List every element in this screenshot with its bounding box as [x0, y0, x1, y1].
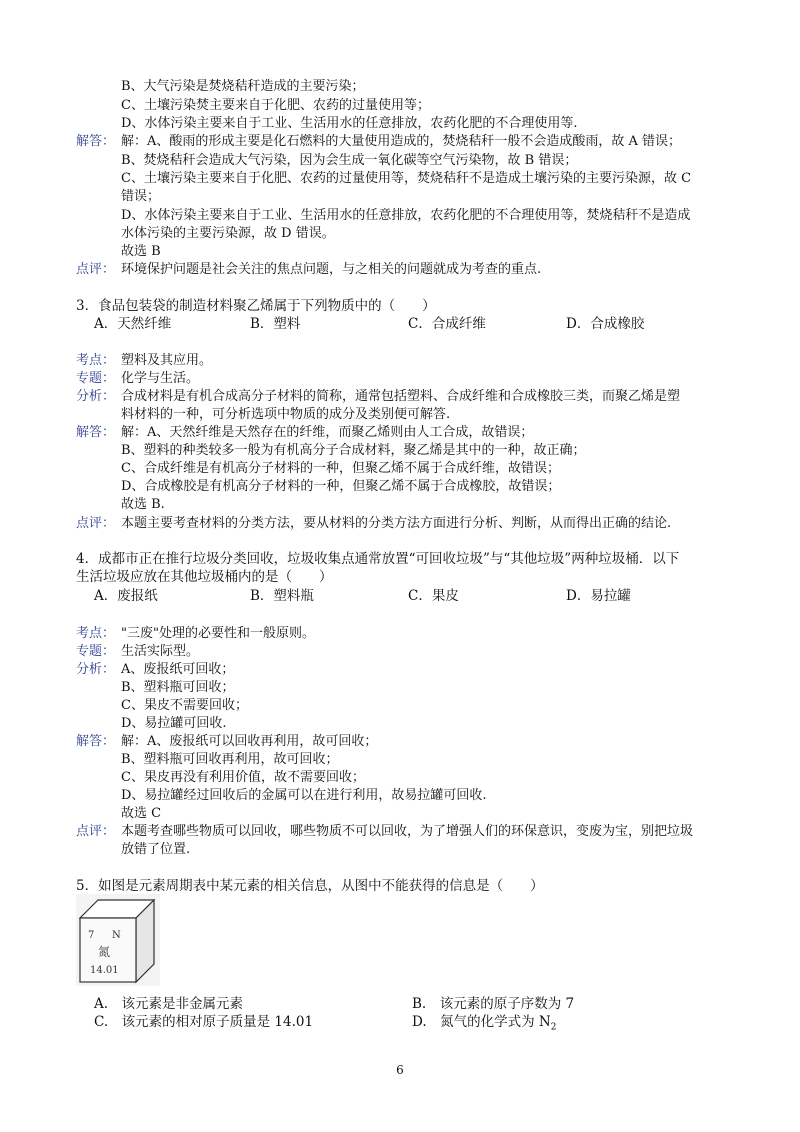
q3-option-b: B．塑料: [250, 316, 301, 332]
q2-dianping: 环境保护问题是社会关注的焦点问题，与之相关的问题就成为考查的重点.: [121, 262, 542, 277]
q4-option-c: C．果皮: [408, 588, 459, 604]
q2-option-b: B、大气污染是焚烧秸秆造成的主要污染；: [121, 79, 365, 94]
q4-answer: 故选 C: [121, 806, 162, 821]
element-cube-drawing: [76, 894, 160, 986]
q4-option-d: D．易拉罐: [566, 588, 631, 604]
q4-fenxi-line: D、易拉罐可回收.: [121, 716, 227, 731]
q2-dianping-label: 点评：: [76, 262, 116, 277]
q3-kaodian: 塑料及其应用。: [121, 353, 213, 368]
q3-dianping-label: 点评：: [76, 516, 116, 531]
q3-zhuanti: 化学与生活。: [121, 371, 200, 386]
q5-option-c: C. 该元素的相对原子质量是 14.01: [94, 1014, 314, 1030]
q3-jieda-line: C、合成纤维是有机高分子材料的一种，但聚乙烯不属于合成纤维，故错误；: [121, 461, 560, 476]
q2-answer: 故选 B: [121, 244, 161, 259]
page-number: 6: [396, 1063, 404, 1077]
q4-question-line: 4．成都市正在推行垃圾分类回收，垃圾收集点通常放置“可回收垃圾”与“其他垃圾”两种垃圾桶．以下: [76, 551, 680, 567]
q2-option-c: C、土壤污染焚主要来自于化肥、农药的过量使用等；: [121, 98, 430, 113]
q3-answer: 故选 B.: [121, 497, 165, 512]
q3-question: 3．食品包装袋的制造材料聚乙烯属于下列物质中的（ ）: [76, 298, 436, 314]
q4-jieda-line: 解：A、废报纸可以回收再利用，故可回收；: [121, 734, 378, 749]
q4-question-line: 生活垃圾应放在其他垃圾桶内的是（ ）: [76, 569, 333, 585]
q4-fenxi-line: A、废报纸可回收；: [121, 662, 235, 677]
q2-jieda-line: 解：A、酸雨的形成主要是化石燃料的大量使用造成的，焚烧秸秆一般不会造成酸雨，故 A 错误；: [121, 134, 682, 149]
q3-kaodian-label: 考点：: [76, 353, 116, 368]
q2-jieda-line: 水体污染的主要污染源，故 D 错误。: [121, 226, 335, 241]
q3-fenxi-label: 分析：: [76, 389, 116, 404]
element-name: 氮: [98, 945, 111, 959]
q3-option-d: D．合成橡胶: [566, 316, 645, 332]
q4-kaodian: "三废"处理的必要性和一般原则。: [121, 626, 315, 641]
q3-option-c: C．合成纤维: [408, 316, 486, 332]
q4-jieda-line: B、塑料瓶可回收再利用，故可回收；: [121, 752, 339, 767]
q4-jieda-line: C、果皮再没有利用价值，故不需要回收；: [121, 770, 365, 785]
q4-jieda-line: D、易拉罐经过回收后的金属可以在进行利用，故易拉罐可回收.: [121, 788, 487, 803]
q3-zhuanti-label: 专题：: [76, 371, 116, 386]
q3-jieda-line: B、塑料的种类较多一般为有机高分子合成材料，聚乙烯是其中的一种，故正确；: [121, 443, 586, 458]
q2-option-d: D、水体污染主要来自于工业、生活用水的任意排放，农药化肥的不合理使用等.: [121, 116, 578, 131]
q4-dianping-line: 放错了位置.: [121, 842, 191, 857]
q3-jieda-line: D、合成橡胶是有机高分子材料的一种，但聚乙烯不属于合成橡胶，故错误；: [121, 479, 561, 494]
q4-fenxi-line: B、塑料瓶可回收；: [121, 680, 235, 695]
q4-dianping-label: 点评：: [76, 824, 116, 839]
q2-jieda-label: 解答：: [76, 134, 116, 149]
q3-jieda-label: 解答：: [76, 425, 116, 440]
q5-question: 5．如图是元素周期表中某元素的相关信息，从图中不能获得的信息是（ ）: [76, 878, 544, 894]
q5-option-d: [412, 1014, 556, 1037]
q2-jieda-line: 错误；: [121, 189, 161, 204]
q4-zhuanti: 生活实际型。: [121, 644, 200, 659]
q3-option-a: A．天然纤维: [94, 316, 172, 332]
element-number: 7: [88, 930, 95, 941]
q4-option-a: A．废报纸: [94, 588, 158, 604]
q4-dianping-line: 本题考查哪些物质可以回收，哪些物质不可以回收，为了增强人们的环保意识，变废为宝，别把垃圾: [121, 824, 694, 839]
q4-option-b: B．塑料瓶: [250, 588, 314, 604]
q2-jieda-line: B、焚烧秸秆会造成大气污染，因为会生成一氧化碳等空气污染物，故 B 错误；: [121, 153, 578, 168]
q4-fenxi-line: C、果皮不需要回收；: [121, 698, 248, 713]
q4-zhuanti-label: 专题：: [76, 644, 116, 659]
element-symbol: N: [112, 930, 121, 941]
element-mass: 14.01: [90, 965, 119, 976]
q5-option-b: B. 该元素的原子序数为 7: [412, 996, 575, 1012]
q3-jieda-line: 解：A、天然纤维是天然存在的纤维，而聚乙烯则由人工合成，故错误；: [121, 425, 534, 440]
q4-jieda-label: 解答：: [76, 734, 116, 749]
q3-fenxi-line: 料材料的一种，可分析选项中物质的成分及类别便可解答.: [121, 407, 451, 422]
q2-jieda-line: D、水体污染主要来自于工业、生活用水的任意排放，农药化肥的不合理使用等，焚烧秸秆不是造成: [121, 208, 691, 223]
q3-dianping: 本题主要考查材料的分类方法，要从材料的分类方法方面进行分析、判断，从而得出正确的结论.: [121, 516, 672, 531]
q3-fenxi-line: 合成材料是有机合成高分子材料的简称，通常包括塑料、合成纤维和合成橡胶三类，而聚乙烯是塑: [121, 389, 681, 404]
q5-option-d-subscript: 2: [550, 1022, 557, 1033]
q5-option-d-text: D. 氮气的化学式为 N: [412, 1014, 551, 1030]
q4-fenxi-label: 分析：: [76, 662, 116, 677]
q2-jieda-line: C、土壤污染主要来自于化肥、农药的过量使用等，焚烧秸秆不是造成土壤污染的主要污染源，故 C: [121, 171, 692, 186]
q5-option-a: A. 该元素是非金属元素: [94, 996, 244, 1012]
q4-kaodian-label: 考点：: [76, 626, 116, 641]
element-tile-figure: [76, 894, 160, 986]
